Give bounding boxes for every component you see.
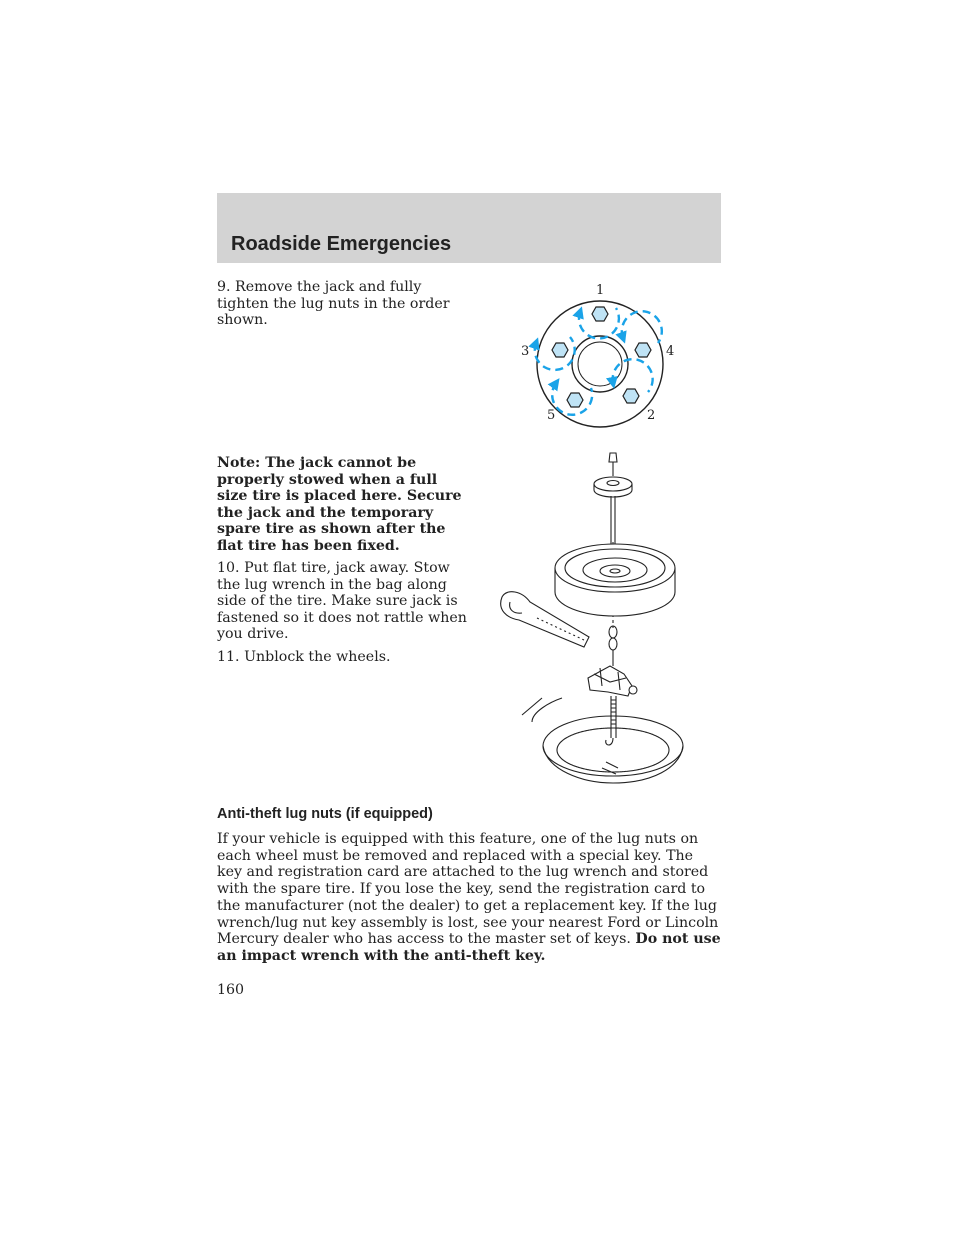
lug-nut-order-diagram — [515, 280, 685, 430]
retainer-plate — [594, 477, 632, 491]
order-label-5: 5 — [547, 408, 556, 423]
spare-tire-well — [522, 698, 542, 715]
anti-theft-section — [217, 806, 721, 965]
lug-nut-2 — [623, 389, 639, 403]
anti-theft-warning: Do not use an impact wrench with the anti-theft key. — [217, 931, 721, 964]
anti-theft-body-text: If your vehicle is equipped with this feature, one of the lug nuts on each wheel must be removed and replaced with a special key. The key and registration card are attached to the lug wrench and stored with the spare tire. If you lose the key, send the registration card to the manufacturer (not the dealer) to get a replacement key. If the lug wrench/lug nut key assembly is lost, see your nearest Ford or Lincoln Mercury dealer who has access to the master set of keys. — [217, 831, 719, 948]
step-10-text: 10. Put flat tire, jack away. Stow the lug wrench in the bag along side of the tire. Make sure jack is fastened so it does not rattle when you drive. — [217, 560, 467, 642]
note-and-steps — [217, 455, 469, 671]
order-label-4: 4 — [666, 344, 675, 359]
order-label-3: 3 — [521, 344, 530, 359]
step-9-instruction — [217, 279, 469, 329]
anti-theft-heading: Anti-theft lug nuts (if equipped) — [217, 806, 433, 822]
step-11-text: 11. Unblock the wheels. — [217, 648, 391, 665]
retainer-knob — [609, 453, 617, 462]
lug-nut-3 — [552, 343, 568, 357]
anti-theft-body — [217, 831, 721, 965]
scissor-jack — [588, 666, 632, 696]
step-9-text: 9. Remove the jack and fully tighten the lug nuts in the order shown. — [217, 279, 450, 328]
order-label-1: 1 — [596, 283, 605, 298]
spare-tire-stowage-illustration — [492, 450, 692, 785]
lug-nut-4 — [635, 343, 651, 357]
page-number: 160 — [217, 982, 245, 998]
section-header — [217, 193, 721, 263]
order-label-2: 2 — [647, 408, 656, 423]
section-title: Roadside Emergencies — [231, 233, 452, 255]
lug-nut-5 — [567, 393, 583, 407]
lug-nut-1 — [592, 307, 608, 321]
note-text: Note: The jack cannot be properly stowed when a full size tire is placed here. Secure the jack and the temporary spare tire as shown after the flat tire has been fixed. — [217, 455, 462, 554]
